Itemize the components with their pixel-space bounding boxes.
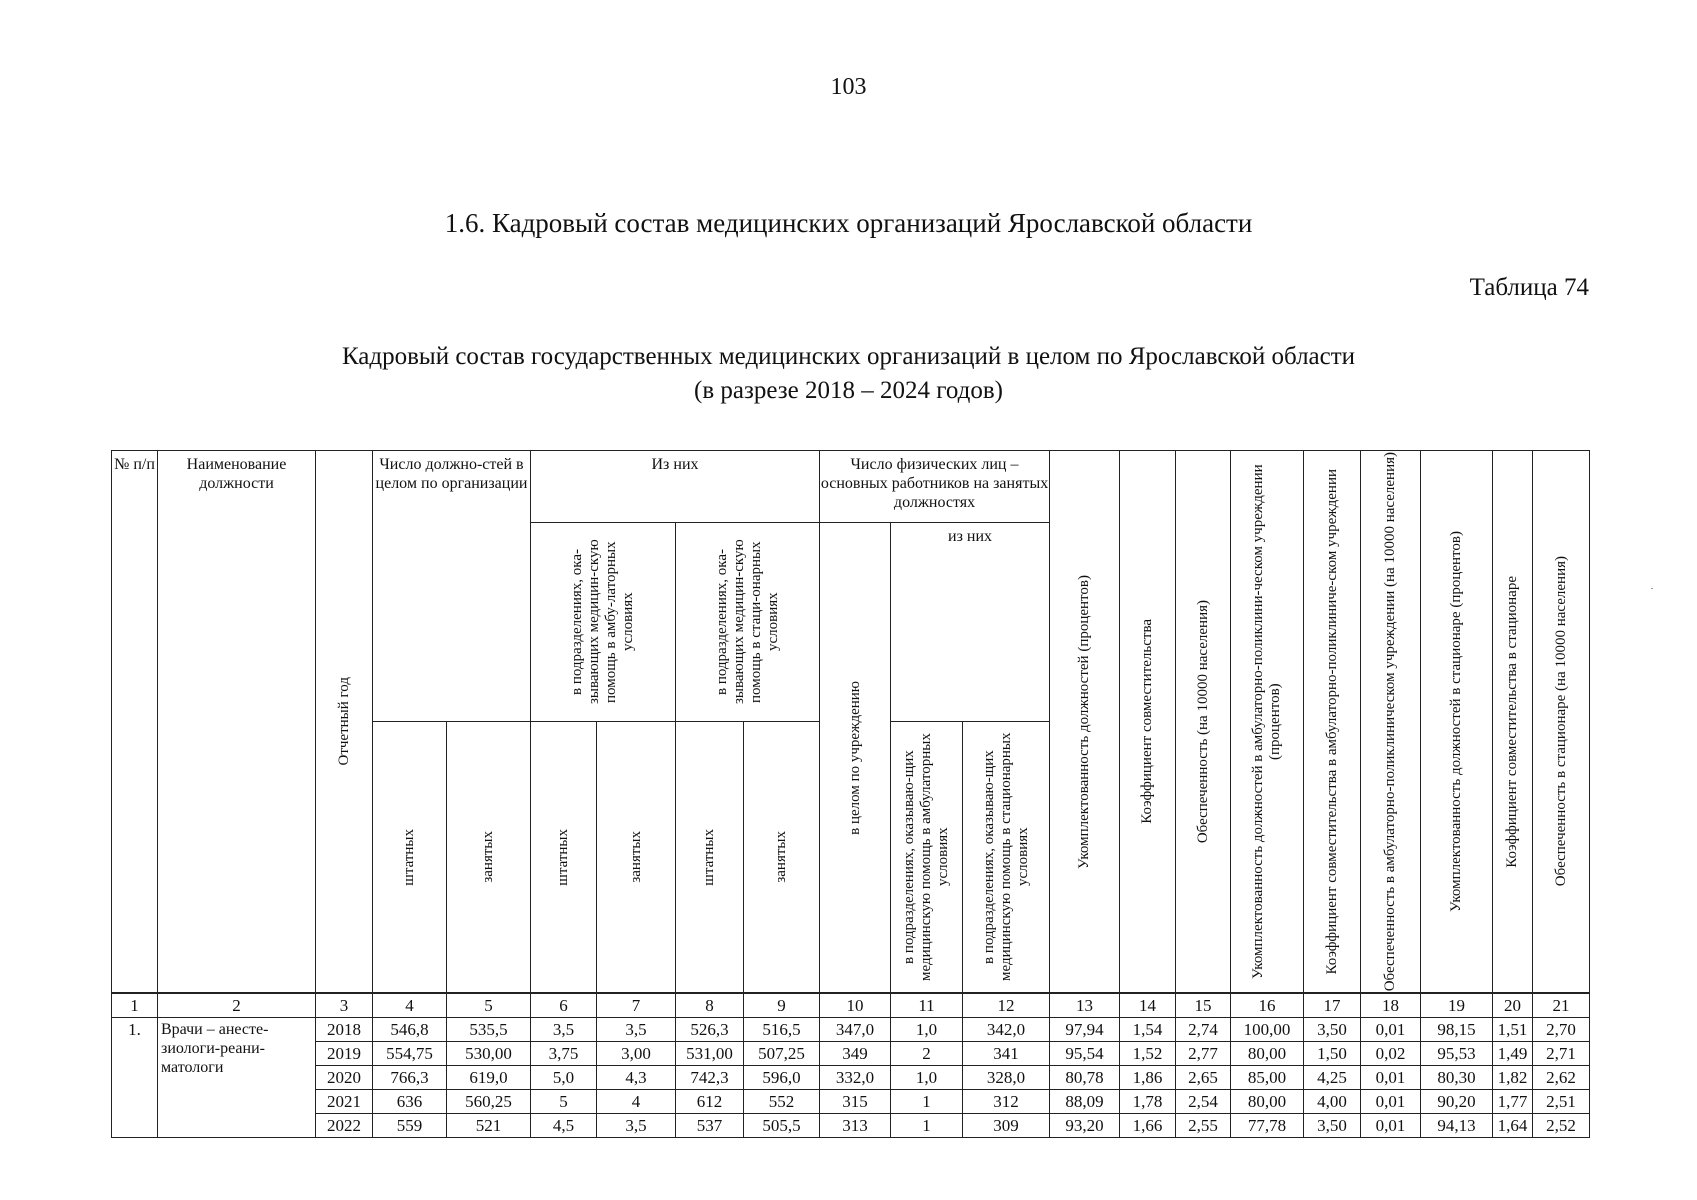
value-cell: 77,78 [1231,1114,1304,1138]
value-cell: 80,30 [1421,1066,1493,1090]
value-cell: 4,00 [1304,1090,1361,1114]
value-cell: 3,5 [531,1018,597,1042]
column-number: 19 [1421,993,1493,1018]
value-cell: 535,5 [447,1018,531,1042]
header-amb: в подразделениях, ока-зывающих медицин-скую помощь в амбу-латорных условиях [531,523,676,722]
header-col-20: Коэффициент совместительства в стационаре [1493,451,1533,994]
header-persons-of-them: из них [891,523,1050,722]
column-number: 2 [158,993,316,1018]
column-number: 3 [316,993,373,1018]
year-cell: 2022 [316,1114,373,1138]
value-cell: 315 [820,1090,891,1114]
value-cell: 85,00 [1231,1066,1304,1090]
value-cell: 3,5 [597,1114,676,1138]
value-cell: 312 [963,1090,1050,1114]
value-cell: 2,65 [1176,1066,1231,1090]
year-cell: 2021 [316,1090,373,1114]
value-cell: 2,55 [1176,1114,1231,1138]
header-persons-stac: в подразделениях, оказываю-щих медицинскую помощь в стационарных условиях [963,722,1050,994]
value-cell: 313 [820,1114,891,1138]
table-row [112,1114,1590,1138]
header-of-them: Из них [531,451,820,523]
value-cell: 5 [531,1090,597,1114]
value-cell: 531,00 [676,1042,744,1066]
year-cell: 2020 [316,1066,373,1090]
value-cell: 1,0 [891,1066,963,1090]
header-col-15: Обеспеченность (на 10000 населения) [1176,451,1231,994]
row-group-index: 1. [112,1018,158,1138]
value-cell: 0,01 [1361,1066,1421,1090]
value-cell: 97,94 [1050,1018,1120,1042]
value-cell: 1,50 [1304,1042,1361,1066]
column-number: 11 [891,993,963,1018]
value-cell: 636 [373,1090,447,1114]
value-cell: 1,49 [1493,1042,1533,1066]
page-number: 103 [830,74,867,100]
column-number: 17 [1304,993,1361,1018]
value-cell: 4 [597,1090,676,1114]
value-cell: 90,20 [1421,1090,1493,1114]
header-report-year: Отчетный год [316,451,373,994]
value-cell: 2,71 [1533,1042,1590,1066]
value-cell: 1 [891,1090,963,1114]
header-col-21: Обеспеченность в стационаре (на 10000 населения) [1533,451,1590,994]
column-number: 7 [597,993,676,1018]
value-cell: 1,86 [1120,1066,1176,1090]
value-cell: 560,25 [447,1090,531,1114]
scan-speck [1651,588,1653,589]
column-number: 12 [963,993,1050,1018]
value-cell: 3,50 [1304,1018,1361,1042]
header-persons-total: в целом по учреждению [820,523,891,994]
table-row [112,1066,1590,1090]
year-cell: 2018 [316,1018,373,1042]
table-label: Таблица 74 [1469,274,1589,301]
header-staff-8: штатных [676,722,744,994]
value-cell: 100,00 [1231,1018,1304,1042]
column-number: 4 [373,993,447,1018]
header-occupied-9: занятых [744,722,820,994]
value-cell: 1,0 [891,1018,963,1042]
value-cell: 5,0 [531,1066,597,1090]
value-cell: 559 [373,1114,447,1138]
value-cell: 2 [891,1042,963,1066]
header-position-name: Наименование должности [158,451,316,994]
value-cell: 1,77 [1493,1090,1533,1114]
column-number: 18 [1361,993,1421,1018]
value-cell: 537 [676,1114,744,1138]
value-cell: 1,64 [1493,1114,1533,1138]
value-cell: 95,54 [1050,1042,1120,1066]
value-cell: 552 [744,1090,820,1114]
value-cell: 3,00 [597,1042,676,1066]
header-persons-amb: в подразделениях, оказываю-щих медицинскую помощь в амбулаторных условиях [891,722,963,994]
value-cell: 0,01 [1361,1018,1421,1042]
column-number: 13 [1050,993,1120,1018]
value-cell: 2,62 [1533,1066,1590,1090]
column-number: 20 [1493,993,1533,1018]
value-cell: 4,3 [597,1066,676,1090]
value-cell: 80,00 [1231,1042,1304,1066]
header-col-14: Коэффициент совместительства [1120,451,1176,994]
value-cell: 2,54 [1176,1090,1231,1114]
column-number: 10 [820,993,891,1018]
value-cell: 349 [820,1042,891,1066]
header-staff-4: штатных [373,722,447,994]
value-cell: 766,3 [373,1066,447,1090]
value-cell: 342,0 [963,1018,1050,1042]
value-cell: 0,01 [1361,1090,1421,1114]
value-cell: 2,52 [1533,1114,1590,1138]
row-group-name: Врачи – анесте-зиологи-реани-матологи [158,1018,316,1138]
column-number-row [112,993,1590,1018]
value-cell: 4,5 [531,1114,597,1138]
value-cell: 0,01 [1361,1114,1421,1138]
header-staff-6: штатных [531,722,597,994]
value-cell: 2,74 [1176,1018,1231,1042]
header-occupied-5: занятых [447,722,531,994]
column-number: 9 [744,993,820,1018]
value-cell: 309 [963,1114,1050,1138]
value-cell: 530,00 [447,1042,531,1066]
header-stac: в подразделениях, ока-зывающих медицин-скую помощь в стаци-онарных условиях [676,523,820,722]
value-cell: 3,50 [1304,1114,1361,1138]
column-number: 16 [1231,993,1304,1018]
header-col-16: Укомплектованность должностей в амбулаторно-поликлини-ческом учреждении (процентов) [1231,451,1304,994]
value-cell: 596,0 [744,1066,820,1090]
value-cell: 612 [676,1090,744,1114]
column-number: 8 [676,993,744,1018]
value-cell: 521 [447,1114,531,1138]
column-number: 5 [447,993,531,1018]
value-cell: 95,53 [1421,1042,1493,1066]
value-cell: 80,00 [1231,1090,1304,1114]
column-number: 21 [1533,993,1590,1018]
value-cell: 98,15 [1421,1018,1493,1042]
header-positions-total: Число должно-стей в целом по организации [373,451,531,722]
value-cell: 742,3 [676,1066,744,1090]
value-cell: 2,77 [1176,1042,1231,1066]
value-cell: 2,51 [1533,1090,1590,1114]
value-cell: 1 [891,1114,963,1138]
value-cell: 4,25 [1304,1066,1361,1090]
column-number: 6 [531,993,597,1018]
value-cell: 505,5 [744,1114,820,1138]
header-number: № п/п [112,451,158,994]
table-row [112,1090,1590,1114]
value-cell: 1,66 [1120,1114,1176,1138]
value-cell: 2,70 [1533,1018,1590,1042]
table-row [112,1042,1590,1066]
value-cell: 332,0 [820,1066,891,1090]
value-cell: 80,78 [1050,1066,1120,1090]
header-occupied-7: занятых [597,722,676,994]
value-cell: 3,75 [531,1042,597,1066]
column-number: 1 [112,993,158,1018]
value-cell: 347,0 [820,1018,891,1042]
value-cell: 0,02 [1361,1042,1421,1066]
header-persons: Число физических лиц – основных работников на занятых должностях [820,451,1050,523]
value-cell: 328,0 [963,1066,1050,1090]
value-cell: 546,8 [373,1018,447,1042]
header-col-13: Укомплектованность должностей (процентов) [1050,451,1120,994]
value-cell: 88,09 [1050,1090,1120,1114]
value-cell: 619,0 [447,1066,531,1090]
value-cell: 341 [963,1042,1050,1066]
value-cell: 516,5 [744,1018,820,1042]
value-cell: 1,82 [1493,1066,1533,1090]
value-cell: 526,3 [676,1018,744,1042]
value-cell: 1,52 [1120,1042,1176,1066]
header-col-18: Обеспеченность в амбулаторно-поликлиническом учреждении (на 10000 населения) [1361,451,1421,994]
table-row [112,1018,1590,1042]
value-cell: 94,13 [1421,1114,1493,1138]
table-caption-line-2: (в разрезе 2018 – 2024 годов) [694,377,1003,404]
value-cell: 1,54 [1120,1018,1176,1042]
staffing-table [111,450,1590,1138]
column-number: 14 [1120,993,1176,1018]
value-cell: 507,25 [744,1042,820,1066]
header-col-19: Укомплектованность должностей в стационаре (процентов) [1421,451,1493,994]
section-title: 1.6. Кадровый состав медицинских организаций Ярославской области [444,208,1253,238]
value-cell: 554,75 [373,1042,447,1066]
year-cell: 2019 [316,1042,373,1066]
table-caption [0,340,1697,408]
value-cell: 3,5 [597,1018,676,1042]
column-number: 15 [1176,993,1231,1018]
value-cell: 93,20 [1050,1114,1120,1138]
header-col-17: Коэффициент совместительства в амбулаторно-поликлиниче-ском учреждении [1304,451,1361,994]
value-cell: 1,51 [1493,1018,1533,1042]
table-caption-line-1: Кадровый состав государственных медицинских организаций в целом по Ярославской области [341,343,1356,370]
value-cell: 1,78 [1120,1090,1176,1114]
